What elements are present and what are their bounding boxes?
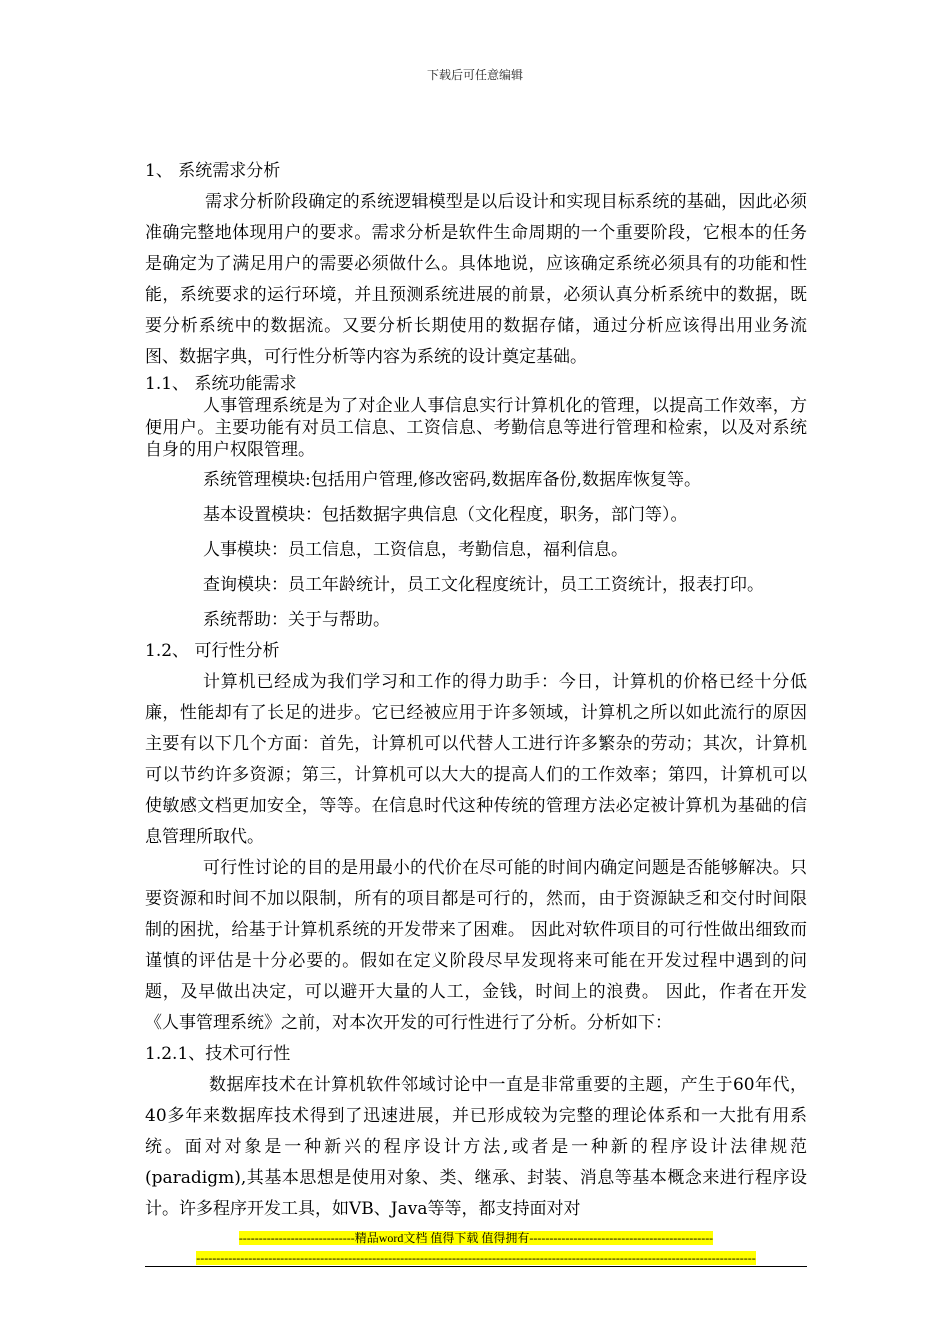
page-header: 下载后可任意编辑 (426, 68, 523, 82)
section-1-1-paragraph: 人事管理系统是为了对企业人事信息实行计算机化的管理，以提高工作效率，方便用户。主要功能有对员工信息、工资信息、考勤信息等进行管理和检索，以及对系统自身的用户权限管理。 (145, 396, 807, 460)
footer-rule (145, 1266, 807, 1267)
footer-dash-line: -------------------------------------------------------------------------------------------------------------------------------------------- (196, 1251, 756, 1265)
module-basic-settings: 基本设置模块：包括数据字典信息（文化程度，职务，部门等）。 (203, 505, 688, 525)
section-1-paragraph: 需求分析阶段确定的系统逻辑模型是以后设计和实现目标系统的基础，因此必须准确完整地体现用户的要求。需求分析是软件生命周期的一个重要阶段，它根本的任务是确定为了满足用户的需要必须做什么。具体地说，应该确定系统必须具有的功能和性能，系统要求的运行环境，并且预测系统进展的前景，必须认真分析系统中的数据，既要分析系统中的数据流。又要分析长期使用的数据存储，通过分析应该得出用业务流图、数据字典，可行性分析等内容为系统的设计奠定基础。 (145, 192, 807, 367)
section-1-1-title: 1.1、 系统功能需求 (145, 374, 297, 394)
section-1-title: 1、 系统需求分析 (145, 161, 281, 181)
module-system-management: 系统管理模块:包括用户管理,修改密码,数据库备份,数据库恢复等。 (203, 470, 701, 490)
section-1-2-1-title: 1.2.1、技术可行性 (145, 1044, 291, 1064)
section-1-2-1-paragraph: 数据库技术在计算机软件邻域讨论中一直是非常重要的主题，产生于60年代，40多年来数据库技术得到了迅速进展，并已形成较为完整的理论体系和一大批有用系统。面对对象是一种新兴的程序设计方法,或者是一种新的程序设计法律规范(paradigm),其基本思想是使用对象、类、继承、封装、消息等基本概念来进行程序设计。许多程序开发工具，如VB、Java等等，都支持面对对 (145, 1075, 807, 1219)
module-query: 查询模块：员工年龄统计，员工文化程度统计，员工工资统计，报表打印。 (203, 575, 764, 595)
page-footer (145, 1228, 807, 1268)
footer-banner: -----------------------------精品word文档 值得下载 值得拥有---------------------------------------------- (238, 1231, 714, 1245)
section-1-2-title: 1.2、 可行性分析 (145, 641, 280, 661)
module-personnel: 人事模块：员工信息，工资信息，考勤信息，福利信息。 (203, 540, 628, 560)
section-1-2-paragraph-2: 可行性讨论的目的是用最小的代价在尽可能的时间内确定问题是否能够解决。只要资源和时间不加以限制，所有的项目都是可行的，然而，由于资源缺乏和交付时间限制的困扰，给基于计算机系统的开发带来了困难。 因此对软件项目的可行性做出细致而谨慎的评估是十分必要的。假如在定义阶段尽早发现将来可能在开发过程中遇到的问题，及早做出决定，可以避开大量的人工，金钱，时间上的浪费。 因此，作者在开发《人事管理系统》之前，对本次开发的可行性进行了分析。分析如下： (145, 858, 807, 1033)
document-body (145, 156, 807, 1225)
section-1-2-paragraph-1: 计算机已经成为我们学习和工作的得力助手：今日，计算机的价格已经十分低廉，性能却有了长足的进步。它已经被应用于许多领域，计算机之所以如此流行的原因主要有以下几个方面：首先，计算机可以代替人工进行许多繁杂的劳动；其次，计算机可以节约许多资源；第三，计算机可以大大的提高人们的工作效率；第四，计算机可以使敏感文档更加安全，等等。在信息时代这种传统的管理方法必定被计算机为基础的信息管理所取代。 (145, 672, 807, 847)
module-help: 系统帮助：关于与帮助。 (203, 610, 390, 630)
